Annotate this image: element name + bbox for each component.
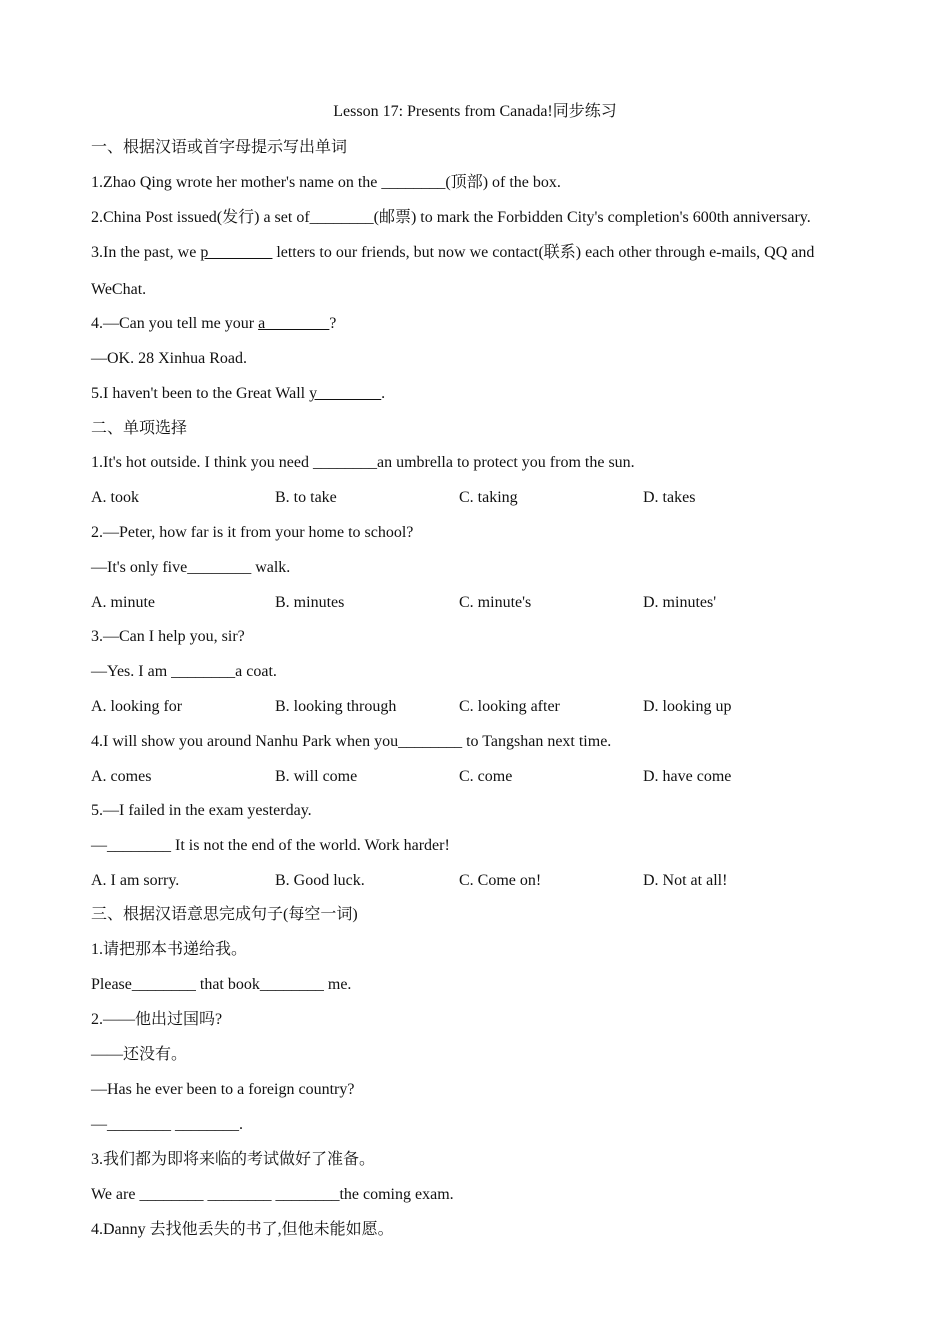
q4-blank: a________ (258, 315, 330, 332)
s3-question-3-en: We are ________ ________ ________the coming exam. (91, 1186, 454, 1203)
page-title: Lesson 17: Presents from Canada!同步练习 (333, 103, 617, 120)
s2-q4-option-a: A. comes (91, 768, 152, 785)
s1-question-4 (91, 316, 336, 332)
q5-text-tail: . (381, 385, 386, 402)
s2-q4-option-c: C. come (459, 768, 513, 785)
section-heading-2: 二、单项选择 (91, 420, 188, 437)
s3-question-2-cn-b: ——还没有。 (91, 1046, 188, 1063)
s3-question-4-cn: 4.Danny 去找他丢失的书了,但他未能如愿。 (91, 1221, 394, 1238)
q4-text-tail: ? (329, 315, 337, 332)
s3-question-2-cn: 2.——他出过国吗? (91, 1011, 223, 1028)
s1-question-3-cont: WeChat. (91, 281, 147, 298)
s2-question-4: 4.I will show you around Nanhu Park when you________ to Tangshan next time. (91, 733, 612, 750)
s2-q3-option-c: C. looking after (459, 698, 560, 715)
s2-q5-option-d: D. Not at all! (643, 872, 728, 889)
s1-question-2: 2.China Post issued(发行) a set of________(邮票) to mark the Forbidden City's completion's 600th anniversary. (91, 209, 811, 226)
s1-question-1: 1.Zhao Qing wrote her mother's name on the ________(顶部) of the box. (91, 174, 561, 191)
s2-q5-option-b: B. Good luck. (275, 872, 365, 889)
s2-q1-option-d: D. takes (643, 489, 696, 506)
q5-blank: y________ (309, 385, 382, 402)
s2-question-5: 5.—I failed in the exam yesterday. (91, 802, 312, 819)
s2-q4-option-b: B. will come (275, 768, 358, 785)
s1-question-4-answer: —OK. 28 Xinhua Road. (91, 350, 247, 367)
s2-q5-option-a: A. I am sorry. (91, 872, 180, 889)
s2-q4-option-d: D. have come (643, 768, 732, 785)
s2-q2-option-b: B. minutes (275, 594, 345, 611)
s2-q3-option-b: B. looking through (275, 698, 397, 715)
s2-question-3: 3.—Can I help you, sir? (91, 628, 245, 645)
s2-q5-option-c: C. Come on! (459, 872, 542, 889)
s2-q3-option-d: D. looking up (643, 698, 732, 715)
section-heading-3: 三、根据汉语意思完成句子(每空一词) (91, 906, 358, 923)
q3-text: 3.In the past, we (91, 244, 201, 261)
s2-question-5-b: —________ It is not the end of the world. Work harder! (91, 837, 450, 854)
q5-text: 5.I haven't been to the Great Wall (91, 385, 310, 402)
s3-question-3-cn: 3.我们都为即将来临的考试做好了准备。 (91, 1151, 376, 1168)
s2-q1-option-b: B. to take (275, 489, 337, 506)
s1-question-5 (91, 386, 385, 402)
s2-q2-option-c: C. minute's (459, 594, 532, 611)
s2-question-3-b: —Yes. I am ________a coat. (91, 663, 277, 680)
s3-question-1-cn: 1.请把那本书递给我。 (91, 941, 248, 958)
s1-question-3 (91, 245, 814, 261)
q3-blank: p________ (200, 244, 273, 261)
s2-question-2: 2.—Peter, how far is it from your home to school? (91, 524, 414, 541)
s2-question-1: 1.It's hot outside. I think you need ________an umbrella to protect you from the sun. (91, 454, 635, 471)
s2-q3-option-a: A. looking for (91, 698, 183, 715)
s2-q1-option-a: A. took (91, 489, 139, 506)
s2-q2-option-d: D. minutes' (643, 594, 717, 611)
s2-question-2-b: —It's only five________ walk. (91, 559, 291, 576)
s3-question-2-en: —Has he ever been to a foreign country? (91, 1081, 355, 1098)
q3-text-tail: letters to our friends, but now we contact(联系) each other through e-mails, QQ and (272, 244, 815, 261)
s2-q1-option-c: C. taking (459, 489, 518, 506)
s3-question-2-en-b: —________ ________. (91, 1116, 243, 1133)
q4-text: 4.—Can you tell me your (91, 315, 259, 332)
section-heading-1: 一、根据汉语或首字母提示写出单词 (91, 139, 348, 156)
s3-question-1-en: Please________ that book________ me. (91, 976, 352, 993)
s2-q2-option-a: A. minute (91, 594, 155, 611)
